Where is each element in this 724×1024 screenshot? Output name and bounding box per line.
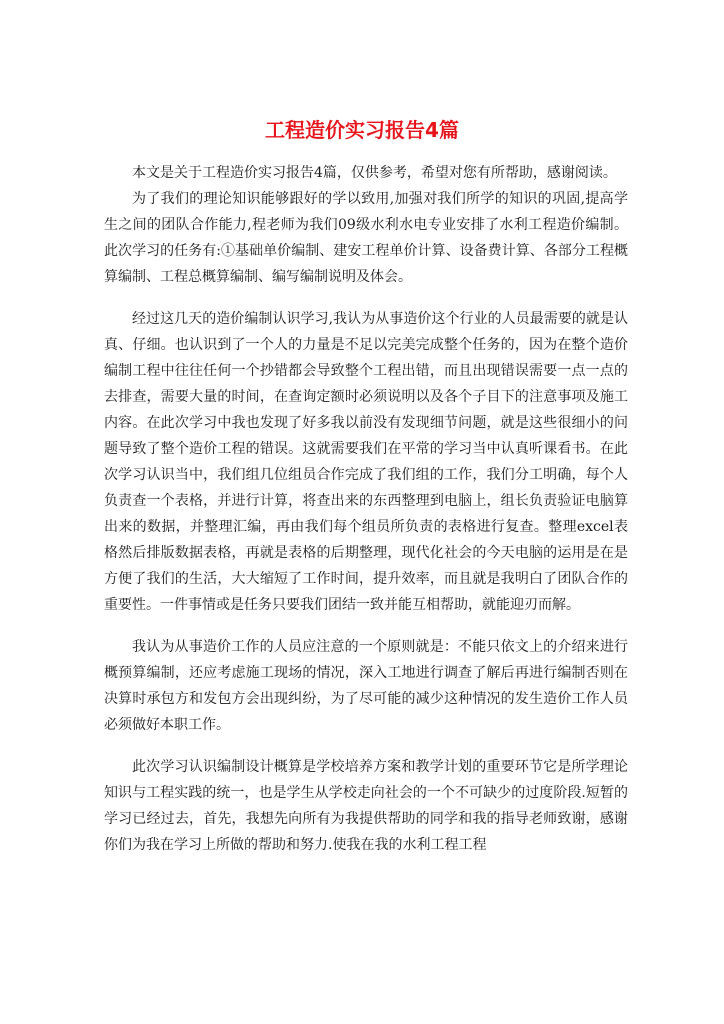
paragraph-principle: 我认为从事造价工作的人员应注意的一个原则就是：不能只依文上的介绍来进行概预算编制，还应考虑施工现场的情况，深入工地进行调查了解后再进行编制否则在决算时承包方和发包方会出现纠纷，为了尽可能的减少这种情况的发生造价工作人员必须做好本职工作。 [104,639,628,733]
paragraph-intro: 本文是关于工程造价实习报告4篇，仅供参考，希望对您有所帮助，感谢阅读。 [132,165,617,181]
document-title: 工程造价实习报告4篇 [265,118,459,142]
paragraph-experience: 经过这几天的造价编制认识学习,我认为从事造价这个行业的人员最需要的就是认真、仔细。也认识到了一个人的力量是不足以完美完成整个任务的，因为在整个造价编制工程中往往任何一个抄错都会导致整个工程出错，而且出现错误需要一点一点的去排查，需要大量的时间，在查询定额时必须说明以及各个子目下的注意事项及施工内容。在此次学习中我也发现了好多我以前没有发现细节问题，就是这些很细小的问题导致了整个造价工程的错误。这就需要我们在平常的学习当中认真听课看书。在此次学习认识当中，我们组几位组员合作完成了我们组的工作，我们分工明确，每个人负责查一个表格，并进行计算，将查出来的东西整理到电脑上，组长负责验证电脑算出来的数据，并整理汇编，再由我们每个组员所负责的表格进行复查。整理excel表格然后排版数据表格，再就是表格的后期整理，现代化社会的今天电脑的运用是在是方便了我们的生活，大大缩短了工作时间，提升效率，而且就是我明白了团队合作的重要性。一件事情或是任务只要我们团结一致并能互相帮助，就能迎刃而解。 [104,311,628,613]
paragraph-task: 为了我们的理论知识能够跟好的学以致用,加强对我们所学的知识的巩固,提高学生之间的团队合作能力,程老师为我们09级水利水电专业安排了水利工程造价编制。此次学习的任务有:①基础单价编制、建安工程单价计算、设备费计算、各部分工程概算编制、工程总概算编制、编写编制说明及体会。 [104,191,628,285]
document-body [104,160,628,858]
paragraph-summary: 此次学习认识编制设计概算是学校培养方案和教学计划的重要环节它是所学理论知识与工程实践的统一，也是学生从学校走向社会的一个不可缺少的过度阶段.短暂的学习已经过去，首先，我想先向所有为我提供帮助的同学和我的指导老师致谢，感谢你们为我在学习上所做的帮助和努力.使我在我的水利工程工程 [104,759,628,853]
